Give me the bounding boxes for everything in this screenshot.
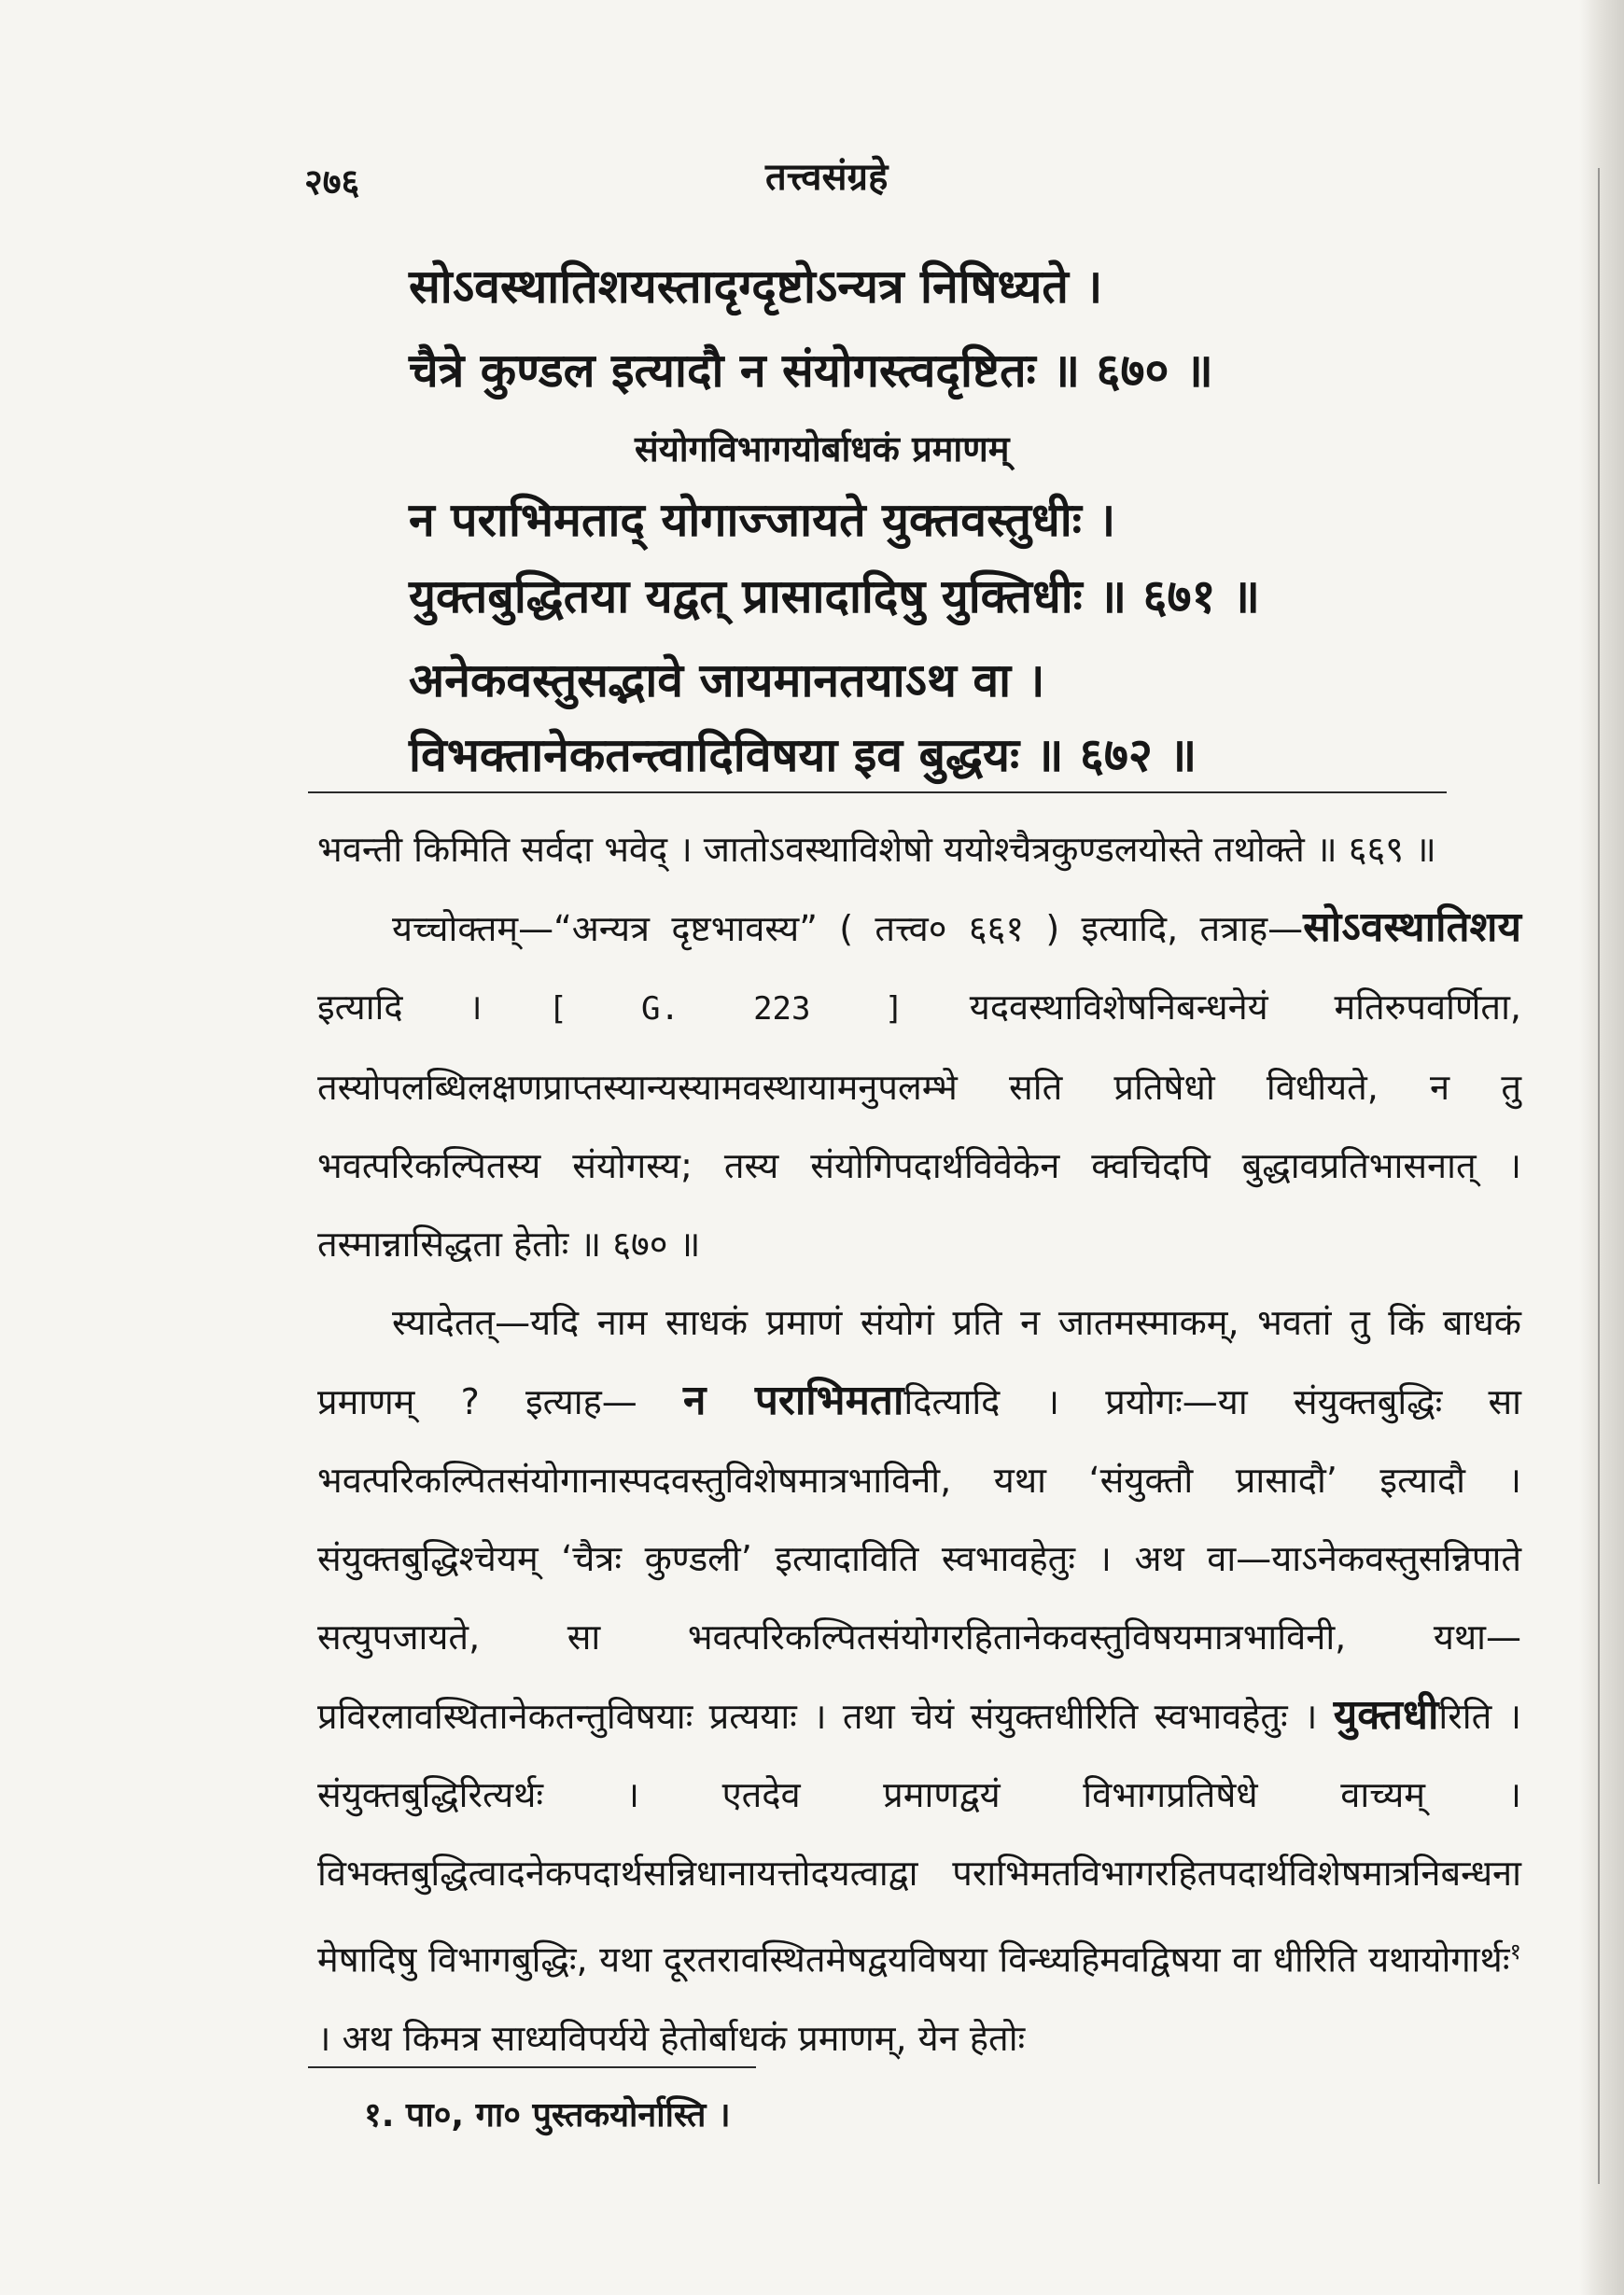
verse-line: चैत्रे कुण्डल इत्यादौ न संयोगस्त्वदृष्टितः ॥ ६७० ॥	[409, 343, 1213, 398]
commentary-paragraph	[317, 889, 1521, 1283]
lemma: युक्तधी	[1333, 1691, 1439, 1739]
footnote: १. पा०, गा० पुस्तकयोर्नास्ति ।	[364, 2096, 731, 2134]
commentary-text: स्यादेतत्—यदि नाम साधकं प्रमाणं संयोगं प्रति न जातमस्माकम्, भवतां तु किं बाधकं प्रमाणम् ? इत्याह—	[317, 1302, 1521, 1422]
footnote-reference: १	[1509, 1938, 1521, 1965]
page-edge-shadow	[1579, 0, 1624, 2295]
lemma: न पराभिमता	[683, 1377, 904, 1424]
commentary-text: यच्चोक्तम्—“अन्यत्र दृष्टभावस्य” ( तत्त्व० ६६१ ) इत्यादि, तत्राह—	[392, 908, 1304, 949]
verse-subhead: संयोगविभागयोर्बाधकं प्रमाणम्	[635, 428, 1010, 469]
edition-page-mark: [ G. 223 ]	[548, 990, 904, 1028]
page-edge-rule	[1598, 168, 1600, 2184]
verse-line: विभक्तानेकतन्त्वादिविषया इव बुद्धयः ॥ ६७२ ॥	[409, 728, 1197, 782]
commentary-text: रिति । संयुक्तबुद्धिरित्यर्थः । एतदेव प्रमाणद्वयं विभागप्रतिषेधे वाच्यम् । विभक्तबुद्धित्वादनेकपदार्थसन्निधानायत्तोदयत्वाद्वा पराभिमतविभागरहितपदार्थविशेषमात्रनिबन्धना मेषादिषु विभागबुद्धिः, यथा दूरतरावस्थितमेषद्वयविषया विन्ध्यहिमवद्विषया वा धीरिति यथायोगार्थः	[317, 1696, 1521, 1980]
running-head: तत्त्वसंग्रहे	[765, 156, 889, 199]
verse-line: युक्तबुद्धितया यद्वत् प्रासादादिषु युक्तिधीः ॥ ६७१ ॥	[409, 569, 1260, 623]
commentary-body	[317, 810, 1521, 2078]
commentary-paragraph	[317, 1283, 1521, 2078]
page-number: २७६	[304, 161, 360, 203]
commentary-paragraph: भवन्ती किमिति सर्वदा भवेद् । जातोऽवस्थाविशेषो ययोश्चैत्रकुण्डलयोस्ते तथोक्ते ॥ ६६९ ॥	[317, 829, 1436, 870]
verse-line: सोऽवस्थातिशयस्तादृग्दृष्टोऽन्यत्र निषिध्यते ।	[409, 259, 1103, 314]
footnote-rule	[308, 2066, 756, 2068]
verse-line: अनेकवस्तुसद्भावे जायमानतयाऽथ वा ।	[409, 653, 1045, 707]
commentary-text: दित्यादि । प्रयोगः—या संयुक्तबुद्धिः सा भवत्परिकल्पितसंयोगानास्पदवस्तुविशेषमात्रभाविनी, यथा ‘संयुक्तौ प्रासादौ’ इत्यादौ । संयुक्तबुद्धिश्चेयम् ‘चैत्रः कुण्डली’ इत्यादाविति स्वभावहेतुः । अथ वा—याऽनेकवस्तुसन्निपाते सत्युपजायते, सा भवत्परिकल्पितसंयोगरहितानेकवस्तुविषयमात्रभाविनी, यथा—प्रविरलावस्थितानेकतन्तुविषयाः प्रत्ययाः । तथा चेयं संयुक्तधीरिति स्वभावहेतुः ।	[317, 1381, 1522, 1737]
verse-line: न पराभिमताद् योगाज्जायते युक्तवस्तुधीः ।	[409, 493, 1116, 547]
verse-commentary-rule	[308, 791, 1447, 793]
commentary-text: इत्यादि ।	[317, 987, 549, 1028]
commentary-text: यदवस्थाविशेषनिबन्धनेयं मतिरुपवर्णिता, तस्योपलब्धिलक्षणप्राप्तस्यान्यस्यामवस्थायामनुपलम्भे सति प्रतिषेधो विधीयते, न तु भवत्परिकल्पितस्य संयोगस्य; तस्य संयोगिपदार्थविवेकेन क्वचिदपि बुद्धावप्रतिभासनात् । तस्मान्नासिद्धता हेतोः ॥ ६७० ॥	[317, 987, 1522, 1265]
commentary-text: । अथ किमत्र साध्यविपर्यये हेतोर्बाधकं प्रमाणम्, येन हेतोः	[317, 2017, 1026, 2059]
lemma: सोऽवस्थातिशय	[1303, 903, 1521, 951]
